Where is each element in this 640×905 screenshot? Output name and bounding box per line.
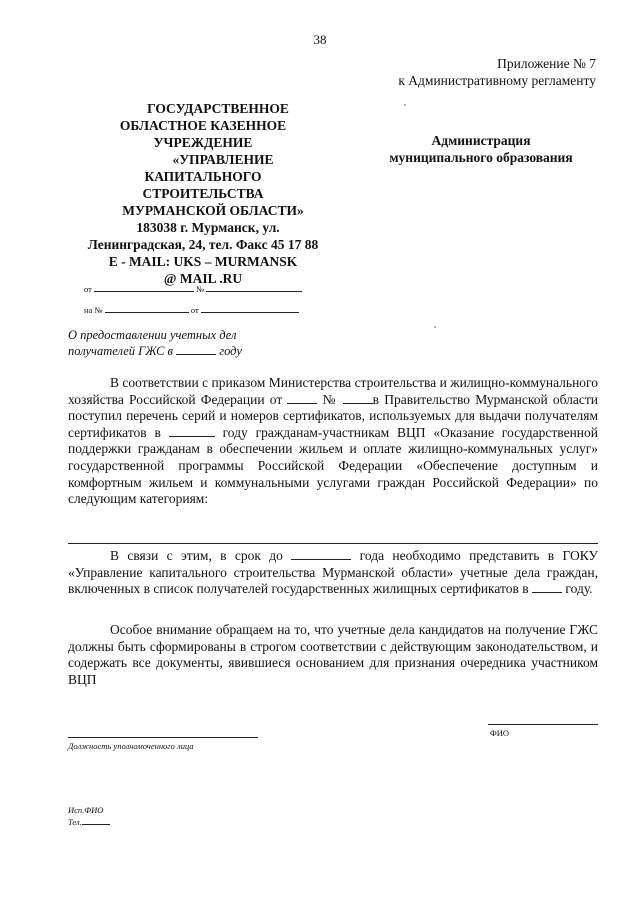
subject-line-2: [68, 343, 242, 359]
body-paragraph-3: [68, 622, 598, 688]
order-number-blank: [343, 392, 373, 404]
subject-text: получателей ГЖС в: [68, 344, 173, 358]
subject-year-blank: [176, 343, 216, 355]
reg-number-label: №: [196, 284, 205, 294]
sender-address: 183038 г. Мурманск, ул.: [136, 220, 280, 235]
p1-num-sign: №: [322, 391, 338, 407]
p1-in-word: в: [372, 391, 379, 407]
phone-label: Тел.: [68, 817, 82, 827]
sender-line: ОБЛАСТНОЕ КАЗЕННОЕ: [119, 118, 287, 133]
recipient-subtitle: муниципального образования: [389, 150, 573, 165]
registration-row-2: [84, 303, 299, 316]
sender-line: СТРОИТЕЛЬСТВА: [142, 186, 264, 201]
executor-phone: [68, 816, 110, 828]
sender-address: Ленинградская, 24, тел. Факс 45 17 88: [87, 237, 319, 252]
scan-speck: [434, 326, 436, 328]
appendix-header: [398, 55, 596, 89]
subject-line-1: О предоставлении учетных дел: [68, 328, 237, 342]
reg-date-field[interactable]: [94, 282, 194, 292]
recipient-block: [345, 132, 617, 166]
p2-text-3: году.: [565, 581, 593, 597]
year-blank: [532, 581, 562, 593]
p1-text-2: Правительство Мурманской области поступил перечень серий и номеров сертификатов, используемых для выдачи получателям сертификатов в: [68, 391, 599, 440]
scan-speck: [404, 104, 406, 106]
reg-from-label-2: от: [190, 305, 199, 315]
deadline-blank: [291, 548, 351, 560]
categories-line: [68, 543, 598, 544]
p2-text-2: года необходимо представить в ГОКУ «Управление капитального строительства Мурманской области» учетные дела граждан, включенных в список получателей государственных жилищных сертификатов в: [68, 548, 599, 597]
cert-year-blank: [169, 425, 215, 437]
name-label: ФИО: [490, 728, 509, 738]
sender-email: E - MAIL: UKS – MURMANSK: [108, 254, 298, 269]
subject: [68, 327, 242, 359]
order-date-blank: [287, 392, 317, 404]
reg-number-field[interactable]: [206, 282, 302, 292]
reg-ref-date-field[interactable]: [201, 303, 299, 313]
position-signature-line: [68, 737, 258, 738]
executor-name: Исп.ФИО: [68, 805, 104, 815]
phone-blank: [82, 816, 110, 825]
p2-text: В связи с этим, в срок до: [110, 548, 283, 563]
reg-from-label: от: [84, 284, 92, 294]
p1-text-3: году гражданам-участникам ВЦП «Оказание государственной поддержки гражданам в обеспечении жильем и оплате жилищно-коммунальных услуг» государственной программы Российской Федерации «Обеспечение доступным и комфортным жильем и коммунальными услугами граждан Российской Федерации» по следующим категориям:: [68, 424, 599, 507]
sender-line: УЧРЕЖДЕНИЕ: [153, 135, 253, 150]
subject-text-end: году: [219, 344, 242, 358]
body-paragraph-2: [68, 548, 598, 598]
appendix-number: Приложение № 7: [497, 56, 596, 71]
appendix-regulation: к Административному регламенту: [398, 73, 596, 88]
name-signature-line: [488, 724, 598, 725]
p1-text: В соответствии с приказом Министерства строительства и жилищно-коммунального хозяйства Российской Федерации от: [68, 375, 598, 407]
p3-text: Особое внимание обращаем на то, что учетные дела кандидатов на получение ГЖС должны быть сформированы в строгом соответствии с действующим законодательством, и содержать все документы, явившиеся основанием для признания очередника участником ВЦП: [68, 622, 598, 687]
reg-ref-number-field[interactable]: [105, 303, 189, 313]
position-label: Должность уполномоченного лица: [68, 741, 194, 751]
reg-on-number-label: на №: [84, 305, 103, 315]
sender-line: ГОСУДАРСТВЕННОЕ: [147, 101, 289, 116]
executor-footer: [68, 805, 110, 828]
recipient-title: Администрация: [431, 133, 531, 148]
page-number: 38: [313, 32, 327, 47]
sender-block: [62, 100, 344, 287]
sender-line: МУРМАНСКОЙ ОБЛАСТИ»: [122, 203, 304, 218]
registration-row-1: [84, 282, 302, 295]
sender-line: «УПРАВЛЕНИЕ: [172, 152, 274, 167]
sender-line: КАПИТАЛЬНОГО: [144, 169, 262, 184]
sender-email: @ MAIL .RU: [163, 271, 243, 286]
body-paragraph-1: [68, 375, 598, 508]
